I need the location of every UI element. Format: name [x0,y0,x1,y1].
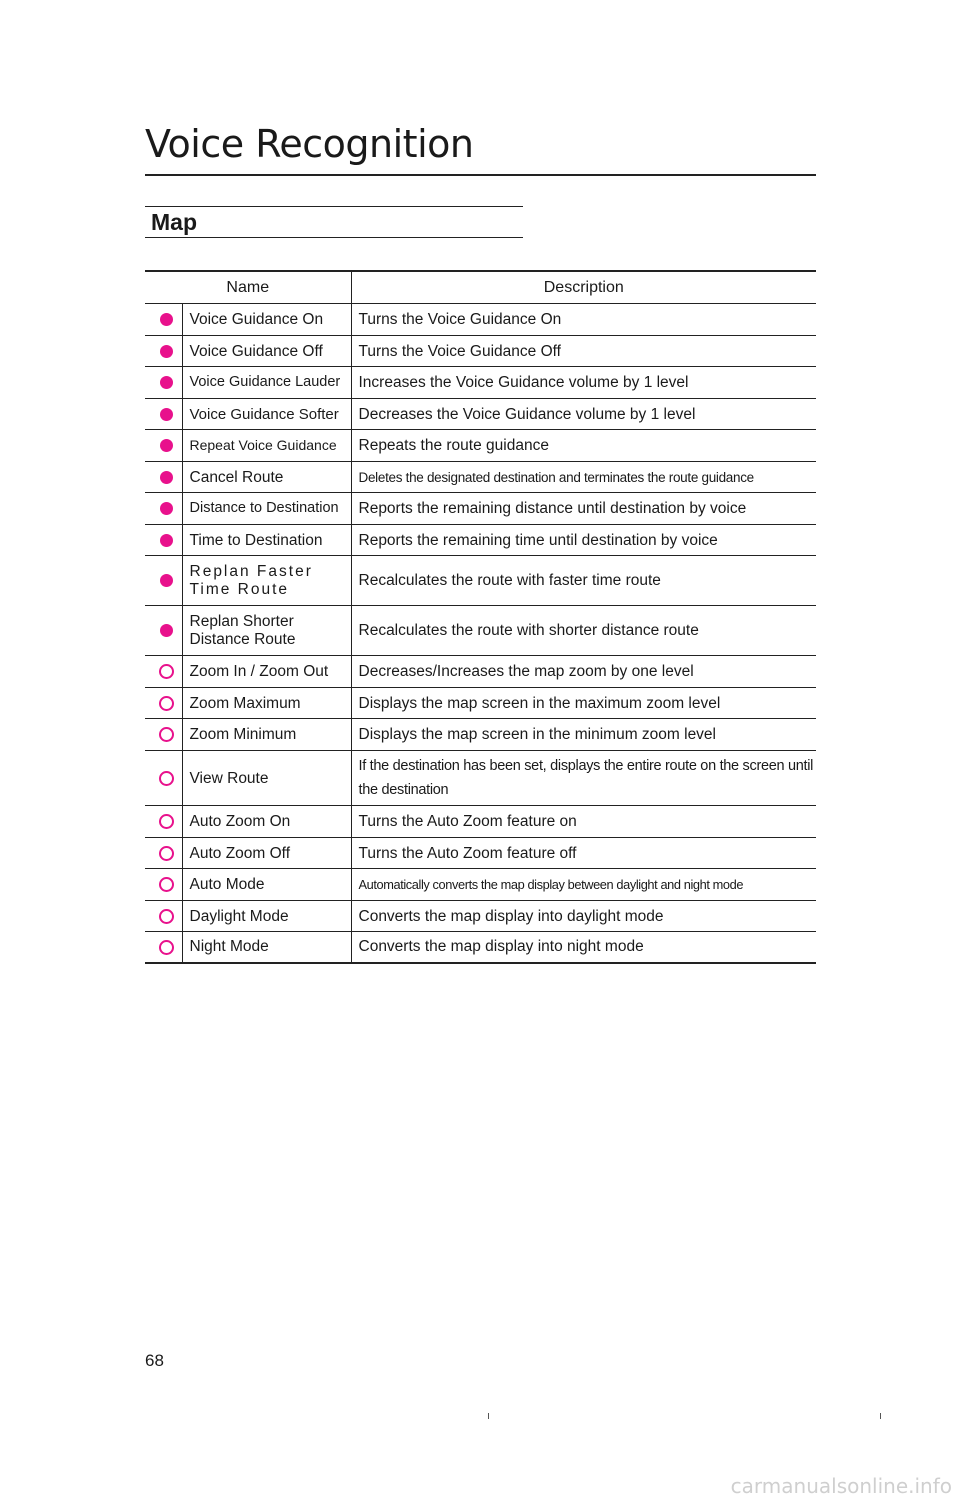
command-description: Displays the map screen in the maximum zoom level [351,688,816,719]
command-description: Turns the Auto Zoom feature on [351,806,816,838]
filled-bullet-icon [160,624,173,637]
section-divider-bottom [145,237,523,238]
table-row [145,304,816,336]
table-row [145,719,816,751]
command-name: Time to Destination [182,525,351,556]
outline-bullet-icon [159,909,174,924]
crop-mark [880,1413,881,1419]
command-description: Reports the remaining distance until destination by voice [351,493,816,525]
command-description: Converts the map display into night mode [351,932,816,963]
command-description: Deletes the designated destination and terminates the route guidance [351,462,816,493]
command-description: Displays the map screen in the minimum zoom level [351,719,816,751]
table-row [145,751,816,806]
page-number: 68 [145,1351,164,1370]
filled-bullet-icon [160,408,173,421]
outline-bullet-icon [159,814,174,829]
table-row [145,688,816,719]
command-description: Decreases/Increases the map zoom by one level [351,656,816,688]
table-row [145,901,816,932]
table-row [145,932,816,963]
command-name: Distance to Destination [182,493,351,525]
table-row [145,656,816,688]
command-name: Night Mode [182,932,351,963]
table-row [145,525,816,556]
command-description: Reports the remaining time until destination by voice [351,525,816,556]
title-divider [145,174,816,176]
section-title: Map [151,209,197,235]
command-name: Auto Mode [182,869,351,901]
header-description: Description [351,271,816,304]
outline-bullet-icon [159,664,174,679]
command-name: Auto Zoom On [182,806,351,838]
filled-bullet-icon [160,471,173,484]
command-name: Voice Guidance On [182,304,351,336]
command-description: Recalculates the route with faster time route [351,556,816,606]
table-row [145,806,816,838]
command-description: Repeats the route guidance [351,430,816,462]
table-row [145,462,816,493]
table-row [145,336,816,367]
table-row [145,556,816,606]
command-name: Cancel Route [182,462,351,493]
crop-mark [488,1413,489,1419]
command-name: Repeat Voice Guidance [182,430,351,462]
command-description: Decreases the Voice Guidance volume by 1 level [351,399,816,430]
command-name: View Route [182,751,351,806]
command-name: Replan Faster Time Route [182,556,351,606]
voice-command-table [145,270,816,964]
command-name: Zoom Maximum [182,688,351,719]
command-description: Automatically converts the map display between daylight and night mode [351,869,816,901]
watermark: carmanualsonline.info [730,1474,952,1498]
table-header-row [145,271,816,304]
command-name: Voice Guidance Off [182,336,351,367]
command-description: Turns the Voice Guidance Off [351,336,816,367]
command-description: Increases the Voice Guidance volume by 1 level [351,367,816,399]
filled-bullet-icon [160,345,173,358]
command-description: If the destination has been set, displays the entire route on the screen until the destination [351,751,816,806]
header-name: Name [145,271,351,304]
command-description: Turns the Voice Guidance On [351,304,816,336]
table-row [145,606,816,656]
command-description: Recalculates the route with shorter distance route [351,606,816,656]
filled-bullet-icon [160,502,173,515]
section-divider-top [145,206,523,207]
command-name: Auto Zoom Off [182,838,351,869]
command-name: Voice Guidance Softer [182,399,351,430]
outline-bullet-icon [159,696,174,711]
command-name: Zoom In / Zoom Out [182,656,351,688]
command-name: Daylight Mode [182,901,351,932]
outline-bullet-icon [159,940,174,955]
filled-bullet-icon [160,439,173,452]
outline-bullet-icon [159,771,174,786]
table-row [145,367,816,399]
command-name: Zoom Minimum [182,719,351,751]
outline-bullet-icon [159,846,174,861]
table-row [145,838,816,869]
command-name: Voice Guidance Lauder [182,367,351,399]
page-title: Voice Recognition [145,122,474,166]
table-row [145,399,816,430]
command-name: Replan Shorter Distance Route [182,606,351,656]
filled-bullet-icon [160,534,173,547]
filled-bullet-icon [160,574,173,587]
outline-bullet-icon [159,727,174,742]
table-row [145,869,816,901]
filled-bullet-icon [160,313,173,326]
filled-bullet-icon [160,376,173,389]
table-row [145,430,816,462]
table-row [145,493,816,525]
command-description: Converts the map display into daylight mode [351,901,816,932]
outline-bullet-icon [159,877,174,892]
command-description: Turns the Auto Zoom feature off [351,838,816,869]
